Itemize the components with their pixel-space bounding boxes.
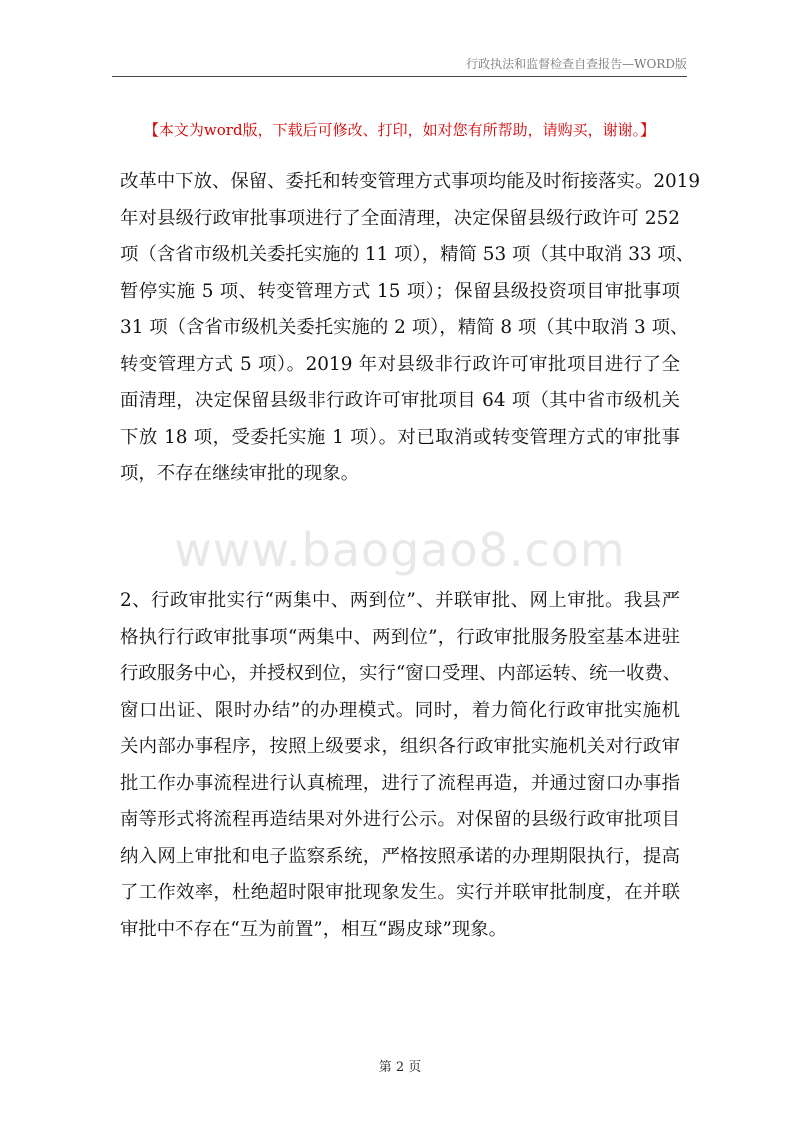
text-line: 了工作效率，杜绝超时限审批现象发生。实行并联审批制度，在并联 [120, 882, 680, 903]
text-line: 年对县级行政审批事项进行了全面清理，决定保留县级行政许可 252 [120, 207, 680, 229]
text-line: 关内部办事程序，按照上级要求，组织各行政审批实施机关对行政审 [120, 736, 680, 757]
text-line: 审批中不存在“互为前置”，相互“踢皮球”现象。 [120, 918, 508, 940]
text-line: 改革中下放、保留、委托和转变管理方式事项均能及时衔接落实。2019 [120, 171, 701, 192]
text-line: 窗口出证、限时办结”的办理模式。同时，着力简化行政审批实施机 [120, 699, 680, 721]
page-number: 第 2 页 [378, 1060, 422, 1075]
text-line: 纳入网上审批和电子监察系统，严格按照承诺的办理期限执行，提高 [120, 845, 680, 867]
text-line: 项（含省市级机关委托实施的 11 项），精简 53 项（其中取消 33 项、 [120, 244, 695, 265]
text-line: 面清理，决定保留县级非行政许可审批项目 64 项（其中省市级机关 [120, 390, 680, 411]
text-line: 批工作办事流程进行认真梳理，进行了流程再造，并通过窗口办事指 [120, 772, 680, 794]
body-paragraph-1 [120, 164, 701, 493]
header-divider [112, 76, 687, 77]
download-notice: 【本文为word版，下载后可修改、打印，如对您有所帮助，请购买，谢谢。】 [143, 121, 656, 139]
text-line: 下放 18 项，受委托实施 1 项）。对已取消或转变管理方式的审批事 [120, 426, 680, 448]
text-line: 格执行行政审批事项“两集中、两到位”，行政审批服务股室基本进驻 [120, 626, 680, 648]
watermark-text: www.baogao8.com [174, 523, 626, 577]
text-line: 项，不存在继续审批的现象。 [120, 463, 360, 484]
text-line: 转变管理方式 5 项）。2019 年对县级非行政许可审批项目进行了全 [120, 353, 680, 375]
text-line: 2、行政审批实行“两集中、两到位”、并联审批、网上审批。我县严 [120, 590, 680, 611]
text-line: 31 项（含省市级机关委托实施的 2 项），精简 8 项（其中取消 3 项、 [120, 317, 689, 338]
text-line: 暂停实施 5 项、转变管理方式 15 项）；保留县级投资项目审批事项 [120, 280, 680, 302]
page-header-title: 行政执法和监督检查自查报告—WORD版 [466, 57, 687, 71]
body-paragraph-2 [120, 583, 680, 948]
text-line: 行政服务中心，并授权到位，实行“窗口受理、内部运转、统一收费、 [120, 663, 682, 684]
text-line: 南等形式将流程再造结果对外进行公示。对保留的县级行政审批项目 [120, 809, 680, 830]
